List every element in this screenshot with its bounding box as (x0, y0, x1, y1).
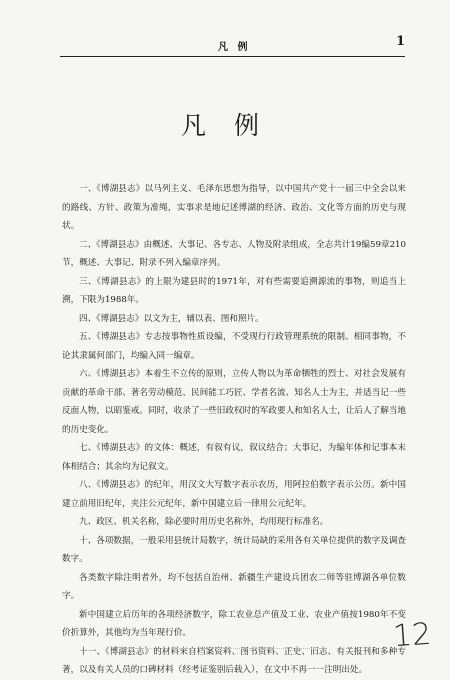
paragraph-1: 一、《博湖县志》以马列主义、毛泽东思想为指导，以中国共产党十一届三中全会以来的路线、方针、政策为准绳，实事求是地记述博湖的经济、政治、文化等方面的历史与现状。 (62, 184, 406, 231)
handwritten-page-mark: 12 (391, 616, 433, 655)
running-title: 凡 例 (218, 42, 251, 53)
header-rule (60, 56, 405, 57)
paragraph-2: 二、《博湖县志》由概述、大事记、各专志、人物及附录组成，全志共计19编59章210节，概述、大事记、附录不列入编章序列。 (62, 239, 406, 268)
paragraph-10: 十、各项数据，一般采用县统计局数字，统计局缺的采用各有关单位提供的数字及调查数字。 (62, 535, 406, 564)
page-number: 1 (395, 34, 405, 49)
paragraph-6: 六、《博湖县志》本着生不立传的原则，立传人物以为革命牺牲的烈士、对社会发展有贡献的革命干部、著名劳动模范、民间能工巧匠、学者名流、知名人士为主，并适当记一些反面人物，以昭鉴戒。同时，收录了一些旧政权时的军政要人和知名人士，让后人了解当地的历史变化。 (62, 369, 406, 435)
paragraph-8: 八、《博湖县志》的纪年，用汉文大写数字表示农历，用阿拉伯数字表示公历。新中国建立前用旧纪年，夹注公元纪年，新中国建立后一律用公元纪年。 (62, 480, 406, 509)
paragraph-7: 七、《博湖县志》的文体：概述，有叙有议，叙议结合；大事记，为编年体和记事本末体相结合；其余均为记叙文。 (62, 443, 406, 472)
scan-artifact (120, 648, 320, 654)
page-title: 凡 例 (181, 111, 269, 140)
paragraph-3: 三、《博湖县志》的上限为建县时的1971年，对有些需要追溯源流的事物，则追当上溯，下限为1988年。 (62, 276, 406, 305)
paragraph-9: 九、政区、机关名称，除必要时用历史名称外，均用现行标准名。 (79, 517, 329, 527)
paragraph-12: 新中国建立后历年的各项经济数字，除工农业总产值及工业、农业产值按1980年不变价折算外，其他均为当年现行价。 (62, 609, 406, 638)
paragraph-11: 各类数字除注明者外，均不包括自治州、新疆生产建设兵团农二师等驻博湖各单位数字。 (62, 572, 406, 601)
paragraph-4: 四、《博湖县志》以文为主，辅以表、图和照片。 (79, 313, 264, 324)
running-head (60, 34, 405, 54)
paragraph-13: 十一、《博湖县志》的材料来自档案资料、图书资料、正史、旧志、有关报刊和多种专著，以及有关人员的口碑材料（经考证鉴别后载入），在文中不再一一注明出处。 (62, 646, 406, 675)
body-text (62, 180, 406, 680)
paragraph-5: 五、《博湖县志》专志按事物性质设编，不受现行行政管理系统的限制。相同事物，不论其隶属何部门，均编入同一编章。 (62, 332, 406, 361)
